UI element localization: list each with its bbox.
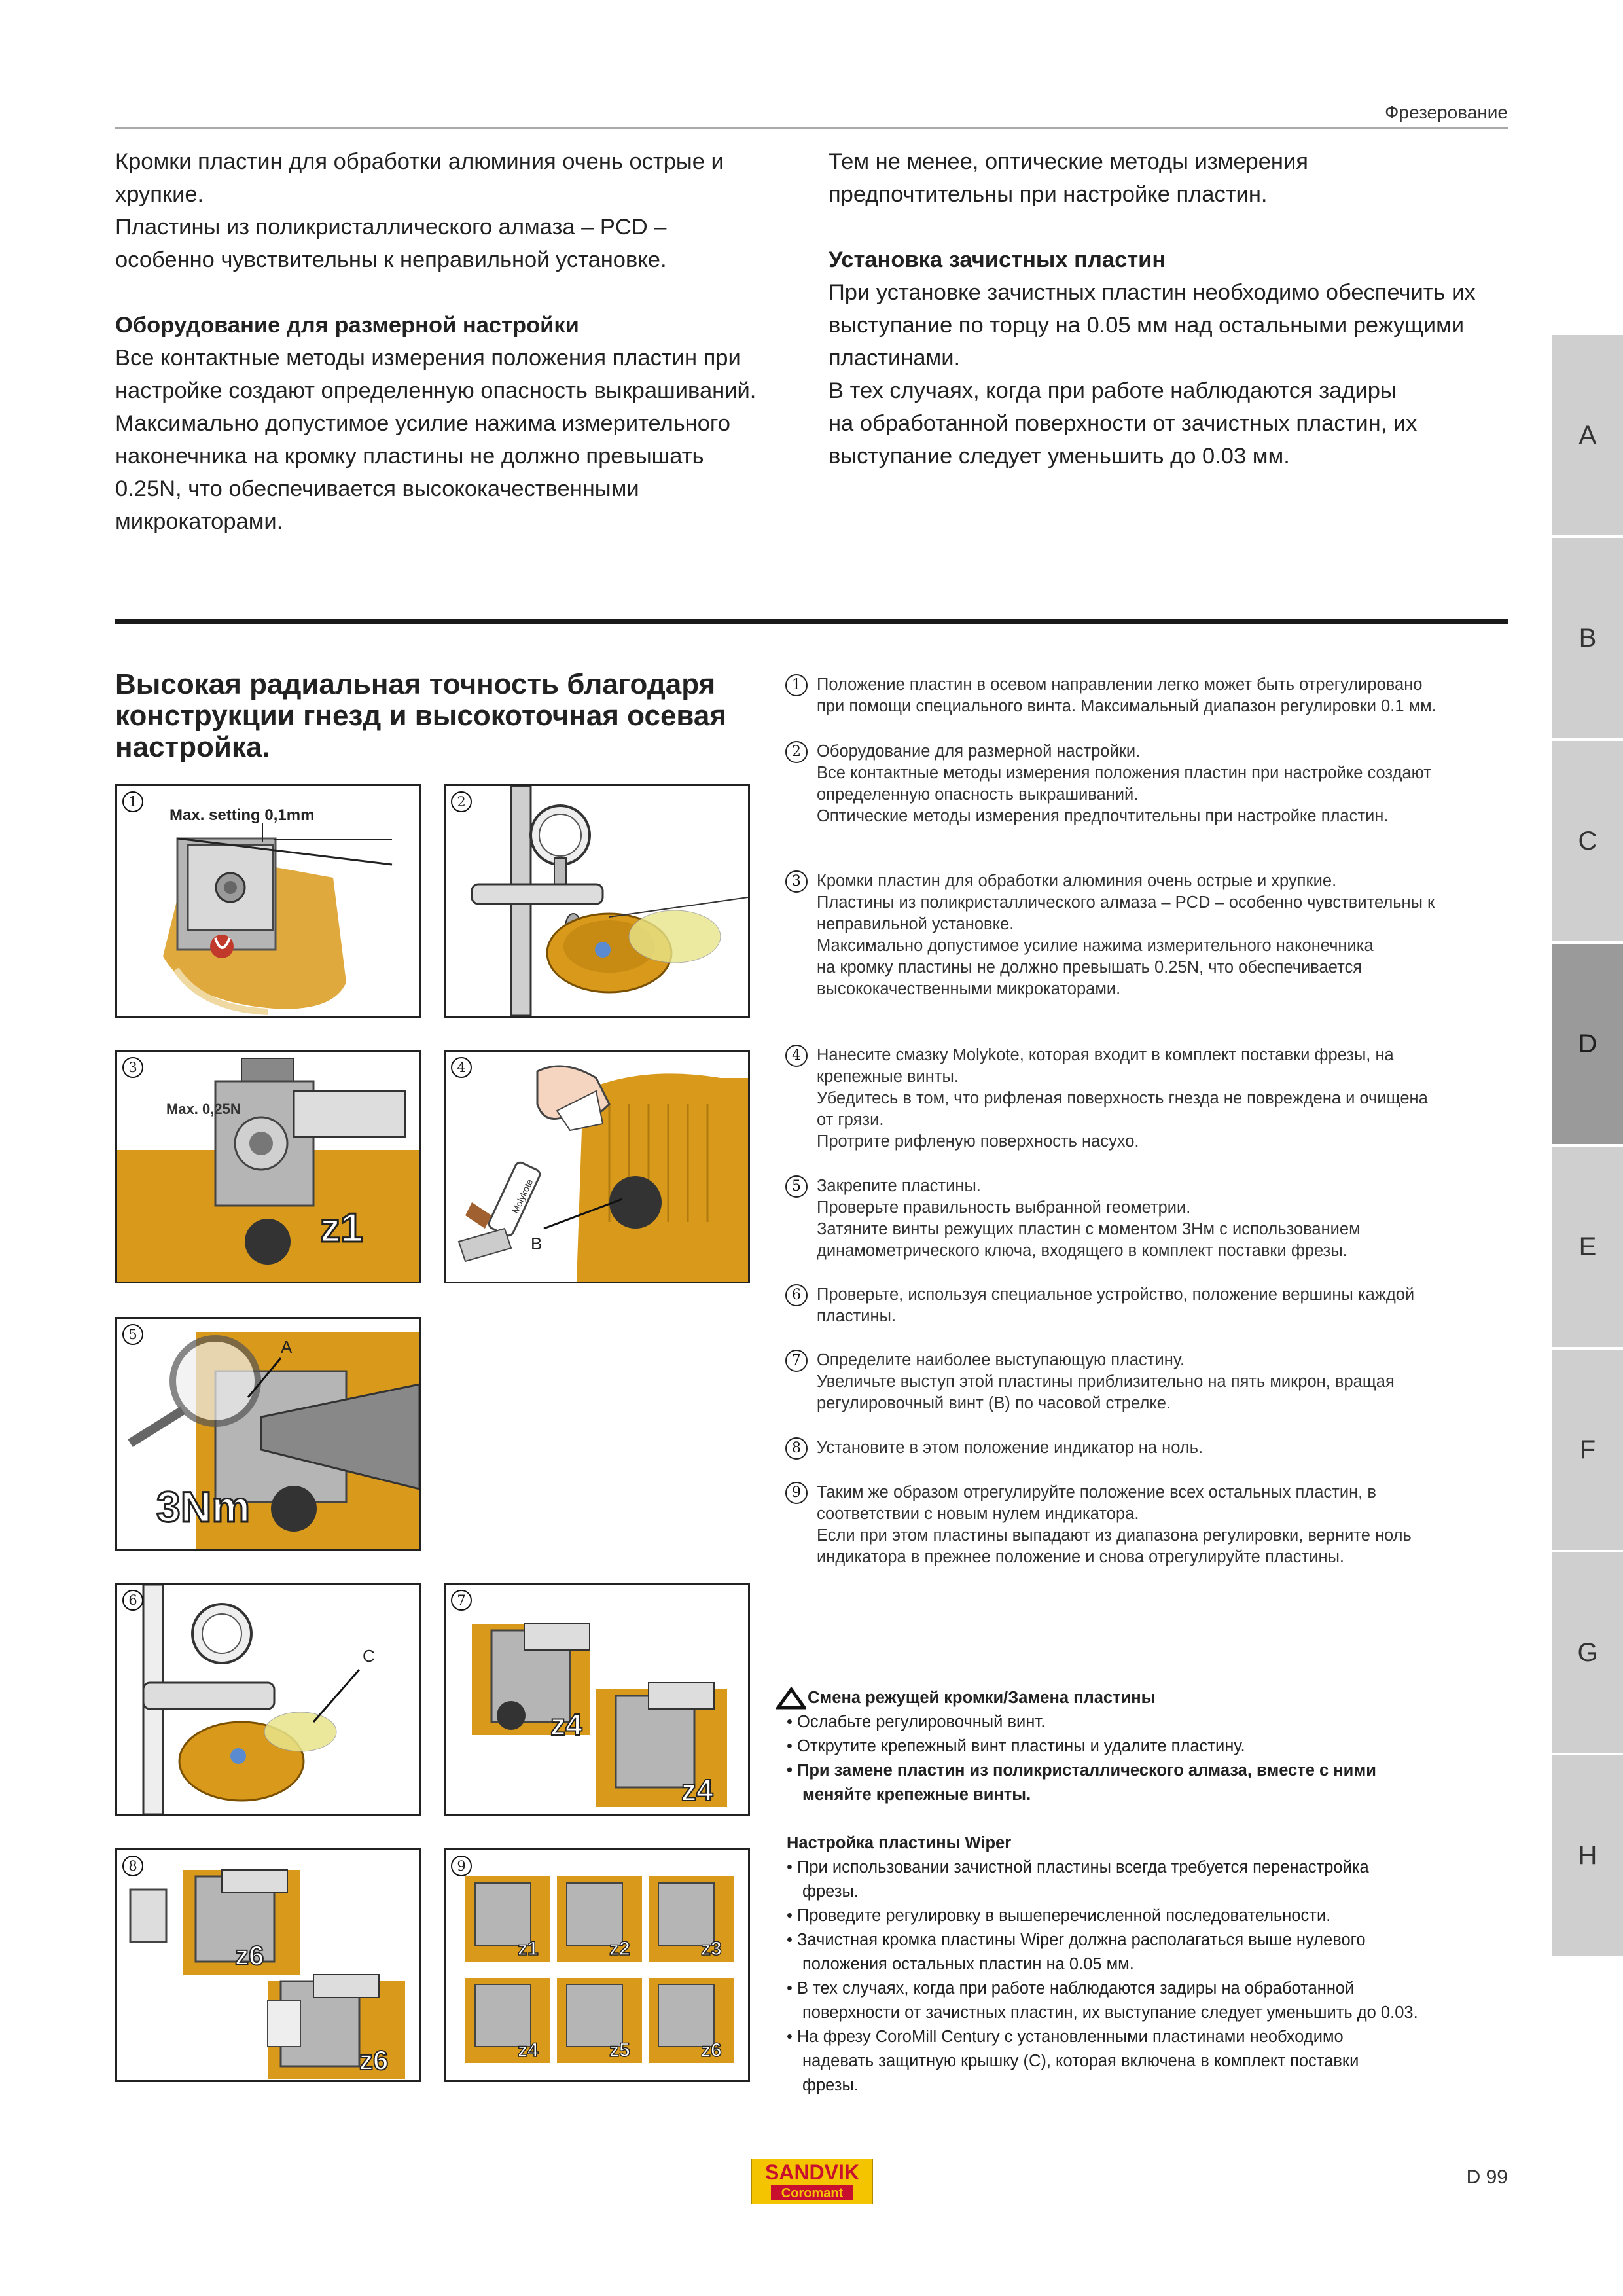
figure-number: 5 xyxy=(122,1324,143,1345)
tab-a[interactable]: A xyxy=(1552,335,1623,535)
intro-left-column xyxy=(115,145,822,538)
max-force-label: Max. 0,25N xyxy=(166,1101,241,1117)
tab-h[interactable]: H xyxy=(1552,1755,1623,1956)
page-header xyxy=(115,99,1508,129)
max-setting-label: Max. setting 0,1mm xyxy=(169,806,315,824)
text-line: Все контактные методы измерения положения пластин при xyxy=(115,346,741,370)
figure-number: 4 xyxy=(451,1057,472,1078)
bullet-line: • На фрезу CoroMill Century с установленными пластинами необходимо xyxy=(787,2028,1344,2046)
text-line: наконечника на кромку пластины не должно превышать xyxy=(115,444,704,469)
wiper-adjust-heading: Настройка пластины Wiper xyxy=(787,1834,1012,1852)
figure-number: 6 xyxy=(122,1590,143,1611)
text-line: особенно чувствительны к неправильной установке. xyxy=(115,247,667,272)
step-item: 7 Определите наиболее выступающую пластину. Увеличьте выступ этой пластины приблизительно на пять микрон, вращая регулировочный винт (B) по часовой стрелке. xyxy=(785,1350,1512,1414)
text-line: Пластины из поликристаллического алмаза – PCD – xyxy=(115,215,667,240)
figure-number: 3 xyxy=(122,1057,143,1078)
figure-number: 9 xyxy=(451,1856,472,1876)
page-number: D 99 xyxy=(1466,2166,1508,2188)
tab-c[interactable]: C xyxy=(1552,741,1623,941)
svg-text:SANDVIK: SANDVIK xyxy=(764,2161,860,2184)
insert-z-label: z4 xyxy=(518,2039,539,2061)
lubrication-illustration xyxy=(446,1052,748,1282)
text-line: Кромки пластин для обработки алюминия очень острые и xyxy=(115,149,724,174)
insert-z-label: z1 xyxy=(518,1938,539,1960)
step-item: 4 Нанесите смазку Molykote, которая входит в комплект поставки фрезы, на крепежные винты. Убедитесь в том, что рифленая поверхность гнезда не повреждена и очищена от грязи. Протрите рифленую поверхность насухо. xyxy=(785,1045,1512,1153)
tab-d[interactable]: D xyxy=(1552,944,1623,1144)
insert-z-label: z2 xyxy=(609,1938,630,1960)
svg-text:Coromant: Coromant xyxy=(781,2186,844,2200)
step-number: 8 xyxy=(785,1437,808,1460)
figure-number: 8 xyxy=(122,1856,143,1876)
figure-panel-1 xyxy=(115,784,421,1018)
bullet-line: надевать защитную крышку (C), которая включена в комплект поставки xyxy=(802,2052,1359,2070)
step-item: 2 Оборудование для размерной настройки. Все контактные методы измерения положения пластин при настройке создают определенную опасность выкрашиваний. Оптические методы измерения предпочтительны при настройке пластин. xyxy=(785,741,1512,827)
insert-z-label: z6 xyxy=(701,2039,722,2061)
insert-z-label: z3 xyxy=(701,1938,722,1960)
figure-panel-3 xyxy=(115,1050,421,1283)
torque-wrench-illustration xyxy=(117,1319,419,1549)
callout-a-label: A xyxy=(281,1337,293,1357)
equipment-heading: Оборудование для размерной настройки xyxy=(115,313,579,338)
text-line: В тех случаях, когда при работе наблюдаются задиры xyxy=(829,378,1397,403)
section-title xyxy=(115,669,776,763)
warning-triangle-icon xyxy=(776,1687,806,1710)
bullet-line: • Открутите крепежный винт пластины и удалите пластину. xyxy=(787,1737,1245,1755)
figure-panel-6 xyxy=(115,1583,421,1816)
callout-b-label: B xyxy=(531,1234,543,1253)
text-line: на обработанной поверхности от зачистных пластин, их xyxy=(829,411,1418,436)
figure-panel-2 xyxy=(444,784,750,1018)
step-item: 8 Установите в этом положение индикатор на ноль. xyxy=(785,1437,1512,1459)
insert-z-label: z6 xyxy=(359,2045,389,2075)
most-protruding-insert-illustration xyxy=(446,1585,748,1814)
tab-g[interactable]: G xyxy=(1552,1552,1623,1753)
bullet-line: фрезы. xyxy=(802,2076,859,2094)
step-item: 6 Проверьте, используя специальное устройство, положение вершины каждой пластины. xyxy=(785,1284,1512,1327)
title-line: настройка. xyxy=(115,731,270,763)
step-item: 5 Закрепите пластины. Проверьте правильность выбранной геометрии. Затяните винты режущих пластин с моментом 3Нм с использованием динамометрического ключа, входящего в комплект поставки фрезы. xyxy=(785,1175,1512,1262)
wiper-setup-heading: Установка зачистных пластин xyxy=(829,247,1166,272)
tab-b[interactable]: B xyxy=(1552,538,1623,738)
indicator-zero-illustration xyxy=(117,1850,419,2080)
figure-panel-8 xyxy=(115,1848,421,2082)
text-line: выступание по торцу на 0.05 мм над остальными режущими xyxy=(829,313,1465,338)
intro-right-column xyxy=(829,145,1509,473)
tab-f[interactable]: F xyxy=(1552,1350,1623,1550)
bullet-line: • В тех случаях, когда при работе наблюдаются задиры на обработанной xyxy=(787,1979,1355,1998)
figure-panel-5 xyxy=(115,1317,421,1551)
figure-number: 7 xyxy=(451,1590,472,1611)
step-number: 5 xyxy=(785,1175,808,1198)
sandvik-coromant-logo xyxy=(751,2159,873,2204)
title-line: Высокая радиальная точность благодаря xyxy=(115,668,716,700)
figure-panel-9 xyxy=(444,1848,750,2082)
step-number: 9 xyxy=(785,1482,808,1504)
insert-axial-setting-illustration xyxy=(117,786,419,1016)
step-number: 6 xyxy=(785,1284,808,1306)
measuring-force-illustration xyxy=(117,1052,419,1282)
bullet-line: • Ослабьте регулировочный винт. xyxy=(787,1713,1046,1731)
bullet-line-bold: • При замене пластин из поликристаллического алмаза, вместе с ними xyxy=(787,1761,1376,1780)
text-line: выступание следует уменьшить до 0.03 мм. xyxy=(829,444,1290,469)
step-number: 2 xyxy=(785,741,808,763)
text-line: 0.25N, что обеспечивается высококачественными xyxy=(115,476,639,501)
text-line: микрокаторами. xyxy=(115,509,283,534)
step-number: 3 xyxy=(785,870,808,893)
step-item: 1 Положение пластин в осевом направлении легко может быть отрегулировано при помощи специального винта. Максимальный диапазон регулировки 0.1 мм. xyxy=(785,674,1512,717)
edge-change-heading-row xyxy=(776,1686,1512,1710)
molykote-tube-label: Molykote xyxy=(510,1177,535,1215)
text-line: хрупкие. xyxy=(115,182,204,207)
text-line: настройке создают определенную опасность выкрашиваний. xyxy=(115,378,757,403)
step-number: 4 xyxy=(785,1045,808,1067)
text-line: предпочтительны при настройке пластин. xyxy=(829,182,1268,207)
insert-tip-check-illustration xyxy=(117,1585,419,1814)
bullet-line: поверхности от зачистных пластин, их выступание следует уменьшить до 0.03. xyxy=(802,2003,1418,2022)
section-name: Фрезерование xyxy=(1385,102,1508,122)
torque-value-label: 3Nm xyxy=(156,1482,251,1531)
figure-panel-4 xyxy=(444,1050,750,1283)
insert-z-label: z4 xyxy=(681,1773,713,1807)
step-item: 9 Таким же образом отрегулируйте положение всех остальных пластин, в соответствии с новым нулем индикатора. Если при этом пластины выпадают из диапазона регулировки, верните ноль индикатора в прежнее положение и снова отрегулируйте пластины. xyxy=(785,1482,1512,1568)
text-line: Максимально допустимое усилие нажима измерительного xyxy=(115,411,730,436)
step-number: 1 xyxy=(785,674,808,696)
insert-z-label: z1 xyxy=(320,1206,363,1251)
tab-e[interactable]: E xyxy=(1552,1147,1623,1347)
edge-change-heading: Смена режущей кромки/Замена пластины xyxy=(808,1689,1156,1707)
bullet-line: фрезы. xyxy=(802,1882,859,1901)
bullet-line: • Зачистная кромка пластины Wiper должна располагаться выше нулевого xyxy=(787,1931,1366,1949)
insert-z-label: z6 xyxy=(235,1940,264,1971)
figure-panel-7 xyxy=(444,1583,750,1816)
figure-number: 1 xyxy=(122,791,143,812)
bullet-line: • При использовании зачистной пластины всегда требуется перенастройка xyxy=(787,1858,1369,1876)
text-line: пластинами. xyxy=(829,346,961,370)
step-number: 7 xyxy=(785,1350,808,1372)
text-line: Тем не менее, оптические методы измерения xyxy=(829,149,1308,174)
figure-number: 2 xyxy=(451,791,472,812)
insert-z-label: z5 xyxy=(609,2039,630,2061)
all-inserts-adjust-illustration xyxy=(446,1850,748,2080)
section-divider xyxy=(115,619,1508,624)
callout-c-label: C xyxy=(363,1646,375,1666)
bullet-line: положения остальных пластин на 0.05 мм. xyxy=(802,1955,1134,1973)
edge-change-notes xyxy=(776,1686,1512,2098)
step-item: 3 Кромки пластин для обработки алюминия очень острые и хрупкие. Пластины из поликристаллического алмаза – PCD – особенно чувствительны к неправильной установке. Максимально допустимое усилие нажима измерительного наконечника на кромку пластины не должно превышать 0.25N, что обеспечивается высококачественными микрокаторами. xyxy=(785,870,1512,1000)
bullet-line: • Проведите регулировку в вышеперечисленной последовательности. xyxy=(787,1907,1331,1925)
title-line: конструкции гнезд и высокоточная осевая xyxy=(115,700,727,732)
bullet-line-bold: меняйте крепежные винты. xyxy=(802,1785,1031,1804)
insert-z-label: z4 xyxy=(550,1708,582,1742)
text-line: При установке зачистных пластин необходимо обеспечить их xyxy=(829,280,1476,305)
measuring-device-illustration xyxy=(446,786,748,1016)
